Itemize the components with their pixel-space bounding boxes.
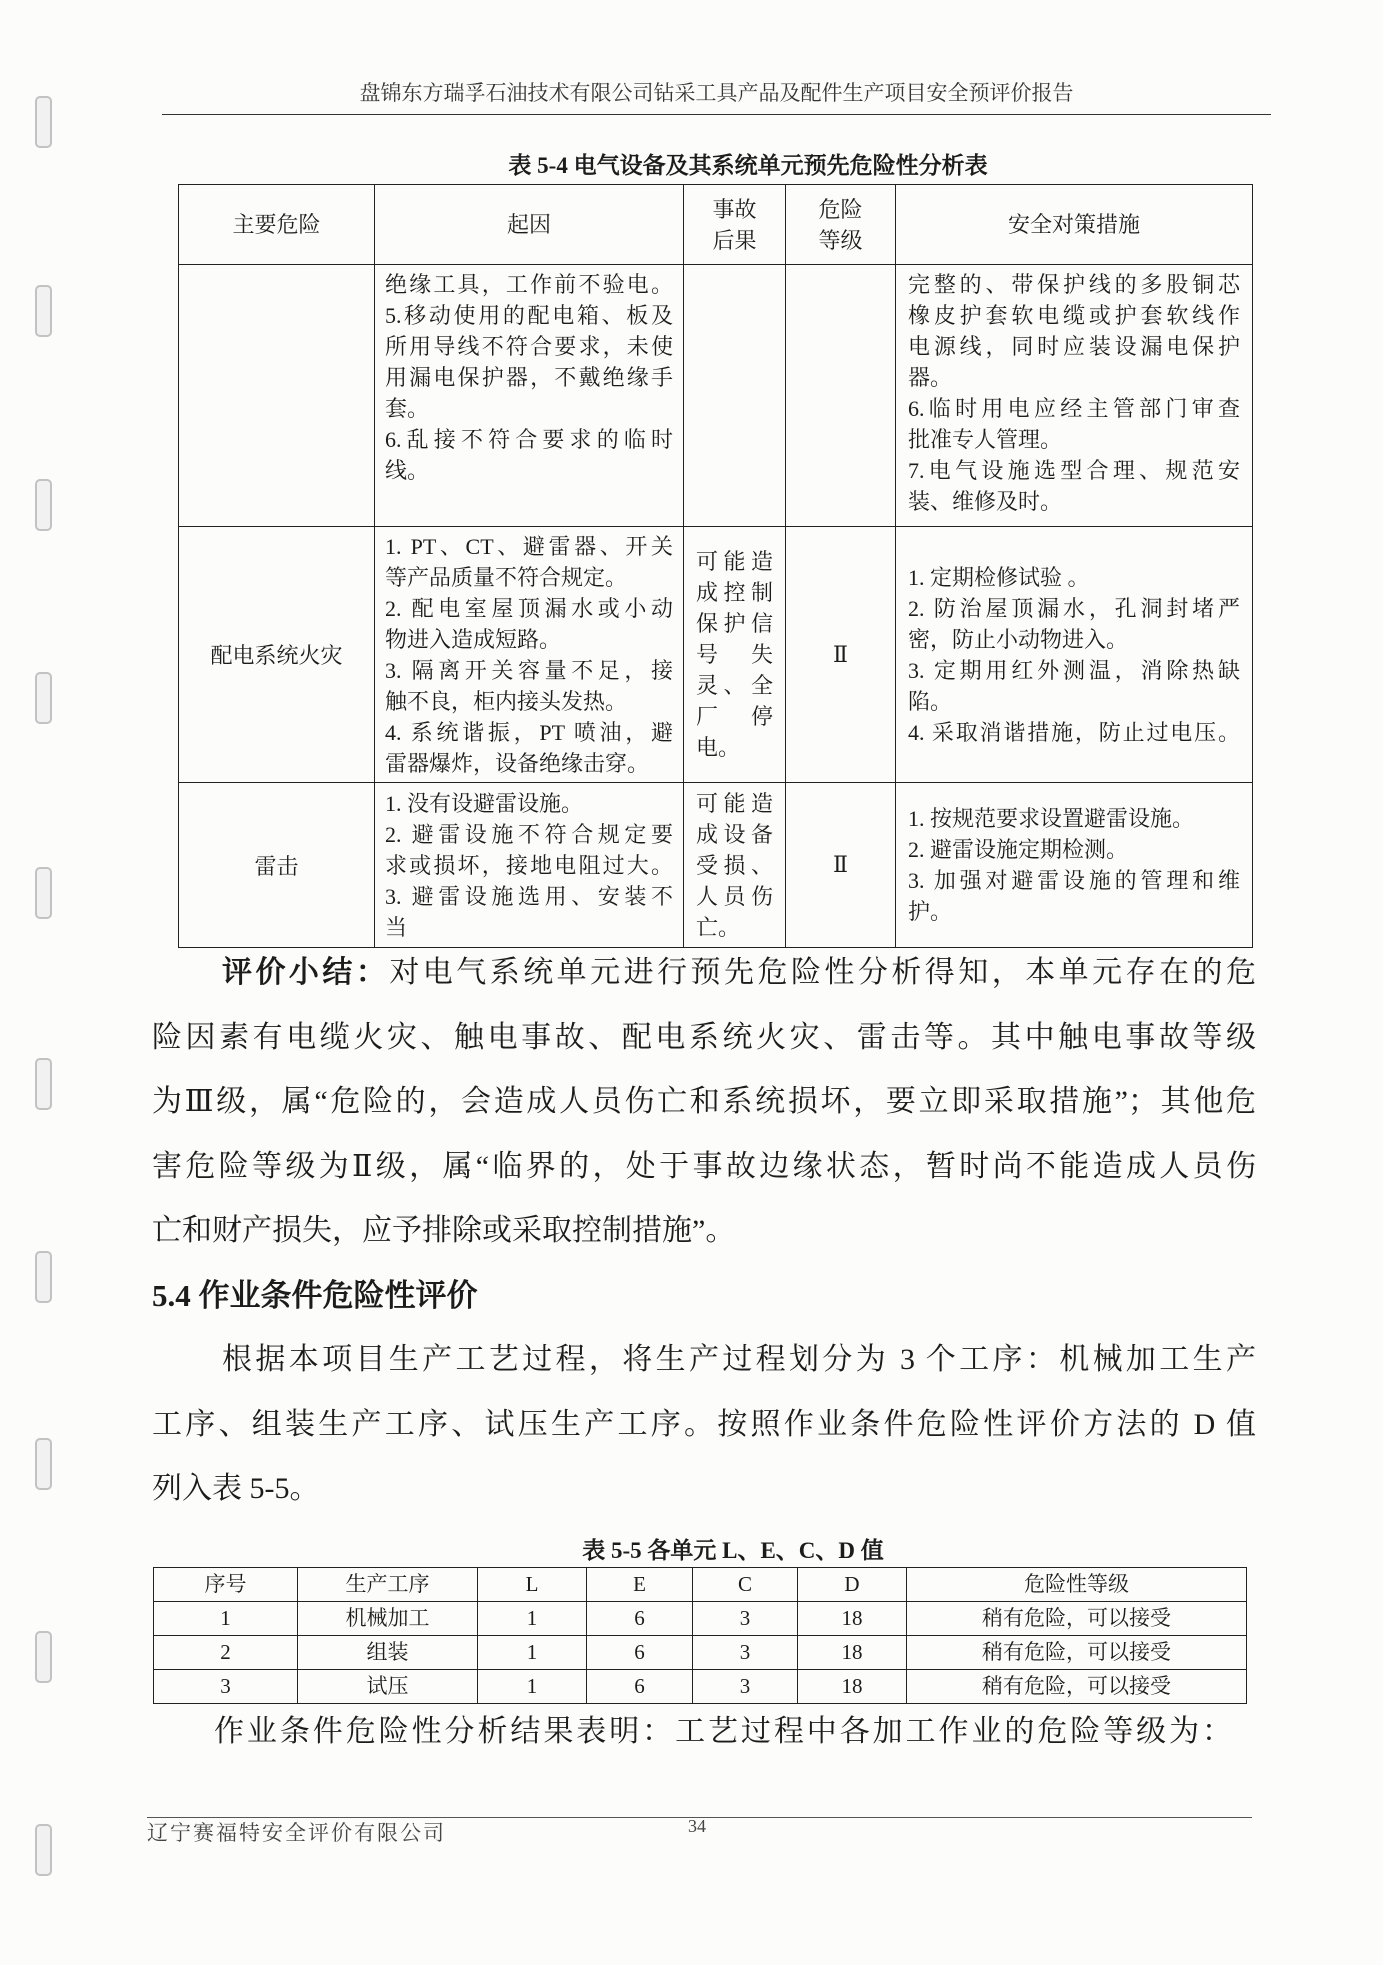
header-c: C [693, 1568, 798, 1602]
cell-c: 3 [693, 1636, 798, 1670]
table-header-row [154, 1568, 1247, 1602]
consequence-cell [684, 265, 786, 527]
section-line: 根据本项目生产工艺过程，将生产过程划分为 3 个工序：机械加工生产 [222, 1343, 1256, 1376]
cell-risk-grade: 稍有危险，可以接受 [907, 1670, 1247, 1704]
measure-line: 6.临时用电应经主管部门审查 [908, 396, 1240, 421]
summary-line [152, 941, 1256, 1006]
header-rule [162, 114, 1271, 115]
header-cause: 起因 [375, 185, 684, 265]
measures-cell [896, 265, 1253, 527]
cell-process: 试压 [298, 1670, 478, 1704]
binding-hole [35, 867, 52, 919]
binding-hole [35, 1824, 52, 1876]
table-5-5-caption: 表 5-5 各单元 L、E、C、D 值 [582, 1538, 884, 1563]
measure-line: 1. 按规范要求设置避雷设施。 [908, 806, 1195, 831]
cell-risk-grade: 稍有危险，可以接受 [907, 1602, 1247, 1636]
hazard-cell: 配电系统火灾 [179, 527, 375, 783]
cause-line: 1. PT、CT、避雷器、开关 [385, 533, 673, 559]
cell-e: 6 [587, 1670, 693, 1704]
cause-line: 求或损坏，接地电阻过大。 [385, 852, 673, 878]
header-l: L [478, 1568, 587, 1602]
summary-line: 亡和财产损失，应予排除或采取控制措施”。 [152, 1214, 736, 1247]
cell-index: 2 [154, 1636, 298, 1670]
cause-line: 等产品质量不符合规定。 [385, 564, 628, 590]
section-line: 工序、组装生产工序、试压生产工序。按照作业条件危险性评价方法的 D 值 [152, 1407, 1256, 1441]
page-number: 34 [688, 1816, 706, 1836]
cause-line: 6.乱接不符合要求的临时 [385, 427, 673, 452]
table-row [154, 1670, 1247, 1704]
level-cell [786, 265, 896, 527]
level-cell: Ⅱ [786, 783, 896, 948]
cell-e: 6 [587, 1602, 693, 1636]
binding-hole [35, 1631, 52, 1683]
consequence-line: 灵、全 [696, 673, 773, 698]
header-risk-grade: 危险性等级 [907, 1568, 1247, 1602]
header-level-line: 危险 [818, 196, 863, 222]
consequence-line: 号 失 [696, 642, 773, 667]
cell-process: 机械加工 [298, 1602, 478, 1636]
header-d: D [798, 1568, 907, 1602]
consequence-line: 厂 停 [696, 704, 773, 729]
measure-line: 装、维修及时。 [908, 489, 1063, 514]
table-row [179, 783, 1253, 948]
hazard-cell [179, 265, 375, 527]
cause-line: 雷器爆炸，设备绝缘击穿。 [385, 750, 650, 776]
summary-line: 为Ⅲ级，属“危险的，会造成人员伤亡和系统损坏，要立即采取措施”；其他危 [152, 1085, 1256, 1118]
consequence-line: 保护信 [696, 611, 773, 636]
consequence-line: 可能造 [696, 790, 773, 816]
measure-line: 1. 定期检修试验 。 [908, 564, 1090, 590]
cell-d: 18 [798, 1636, 907, 1670]
cause-line: 绝缘工具，工作前不验电。 [385, 272, 673, 297]
cause-line: 当 [385, 914, 408, 940]
summary-line: 害危险等级为Ⅱ级，属“临界的，处于事故边缘状态，暂时尚不能造成人员伤 [152, 1149, 1256, 1183]
table-row [154, 1602, 1247, 1636]
header-measures: 安全对策措施 [896, 185, 1253, 265]
table-row [179, 527, 1253, 783]
consequence-line: 电。 [696, 735, 741, 760]
cause-line: 2. 避雷设施不符合规定要 [385, 821, 673, 847]
header-e: E [587, 1568, 693, 1602]
measures-cell [896, 783, 1253, 948]
binding-hole [35, 285, 52, 337]
cause-line: 3. 隔离开关容量不足，接 [385, 657, 673, 683]
cell-d: 18 [798, 1602, 907, 1636]
header-index: 序号 [154, 1568, 298, 1602]
measure-line: 陷。 [908, 688, 953, 714]
table-row [179, 265, 1253, 527]
header-consequence [684, 185, 786, 265]
section-line: 列入表 5-5。 [152, 1472, 320, 1505]
cell-d: 18 [798, 1670, 907, 1704]
header-consequence-line: 后果 [712, 227, 757, 253]
cell-l: 1 [478, 1602, 587, 1636]
measure-line: 完整的、带保护线的多股铜芯 [908, 272, 1240, 297]
consequence-line: 可能造 [696, 549, 773, 574]
header-level [786, 185, 896, 265]
measure-line: 橡皮护套软电缆或护套软线作 [908, 303, 1240, 328]
cause-line: 所用导线不符合要求，未使 [385, 334, 673, 359]
summary-text: 对电气系统单元进行预先危险性分析得知，本单元存在的危 [389, 956, 1257, 989]
hazard-cell: 雷击 [179, 783, 375, 948]
cell-index: 3 [154, 1670, 298, 1704]
cell-l: 1 [478, 1636, 587, 1670]
table-row [154, 1636, 1247, 1670]
measure-line: 7.电气设施选型合理、规范安 [908, 458, 1240, 483]
header-process: 生产工序 [298, 1568, 478, 1602]
measure-line: 4. 采取消谐措施，防止过电压。 [908, 719, 1240, 745]
cell-l: 1 [478, 1670, 587, 1704]
running-header: 盘锦东方瑞孚石油技术有限公司钻采工具产品及配件生产项目安全预评价报告 [359, 81, 1074, 105]
table-header-row [179, 185, 1253, 265]
cause-line: 线。 [385, 458, 430, 483]
binding-hole [35, 1251, 52, 1303]
section-heading: 5.4 作业条件危险性评价 [152, 1277, 478, 1313]
binding-hole [35, 1058, 52, 1110]
cause-line: 用漏电保护器，不戴绝缘手 [385, 365, 673, 390]
measure-line: 2. 防治屋顶漏水，孔洞封堵严 [908, 595, 1240, 621]
consequence-cell [684, 783, 786, 948]
binding-hole [35, 1438, 52, 1490]
cause-cell [375, 265, 684, 527]
consequence-line: 成设备 [696, 821, 773, 847]
cause-line: 套。 [385, 396, 430, 421]
conclusion-line: 作业条件危险性分析结果表明：工艺过程中各加工作业的危险等级为： [214, 1715, 1232, 1748]
cell-c: 3 [693, 1670, 798, 1704]
level-cell: Ⅱ [786, 527, 896, 783]
header-hazard: 主要危险 [179, 185, 375, 265]
summary-label: 评价小结： [222, 956, 390, 989]
footer-company: 辽宁赛福特安全评价有限公司 [147, 1821, 446, 1845]
cell-risk-grade: 稍有危险，可以接受 [907, 1636, 1247, 1670]
cell-e: 6 [587, 1636, 693, 1670]
cause-line: 1. 没有设避雷设施。 [385, 790, 584, 816]
summary-line: 险因素有电缆火灾、触电事故、配电系统火灾、雷击等。其中触电事故等级 [152, 1020, 1256, 1054]
table-5-4 [178, 184, 1253, 948]
measure-line: 器。 [908, 365, 953, 390]
header-level-line: 等级 [818, 227, 863, 253]
cause-line: 5.移动使用的配电箱、板及 [385, 303, 673, 328]
cause-cell [375, 527, 684, 783]
consequence-line: 亡。 [696, 914, 741, 940]
cause-line: 物进入造成短路。 [385, 626, 562, 652]
cell-c: 3 [693, 1602, 798, 1636]
consequence-line: 人员伤 [696, 883, 773, 909]
cell-index: 1 [154, 1602, 298, 1636]
consequence-line: 受损、 [696, 852, 773, 878]
cause-line: 3. 避雷设施选用、安装不 [385, 883, 673, 909]
binding-hole [35, 479, 52, 531]
measure-line: 3. 加强对避雷设施的管理和维 [908, 868, 1240, 893]
table-5-5 [153, 1567, 1247, 1704]
measure-line: 密，防止小动物进入。 [908, 626, 1129, 652]
binding-hole [35, 672, 52, 724]
cause-cell [375, 783, 684, 948]
measures-cell [896, 527, 1253, 783]
consequence-cell [684, 527, 786, 783]
measure-line: 批准专人管理。 [908, 427, 1063, 452]
header-consequence-line: 事故 [712, 196, 757, 222]
cause-line: 2. 配电室屋顶漏水或小动 [385, 595, 673, 621]
consequence-line: 成控制 [696, 580, 773, 605]
cause-line: 触不良，柜内接头发热。 [385, 688, 628, 714]
measure-line: 护。 [908, 899, 953, 924]
cause-line: 4. 系统谐振，PT 喷油，避 [385, 719, 673, 745]
binding-hole [35, 96, 52, 148]
measure-line: 电源线，同时应装设漏电保护 [908, 334, 1240, 359]
measure-line: 2. 避雷设施定期检测。 [908, 837, 1129, 862]
table-5-4-caption: 表 5-4 电气设备及其系统单元预先危险性分析表 [508, 153, 988, 178]
cell-process: 组装 [298, 1636, 478, 1670]
measure-line: 3. 定期用红外测温，消除热缺 [908, 657, 1240, 683]
body-text [152, 941, 1256, 1522]
